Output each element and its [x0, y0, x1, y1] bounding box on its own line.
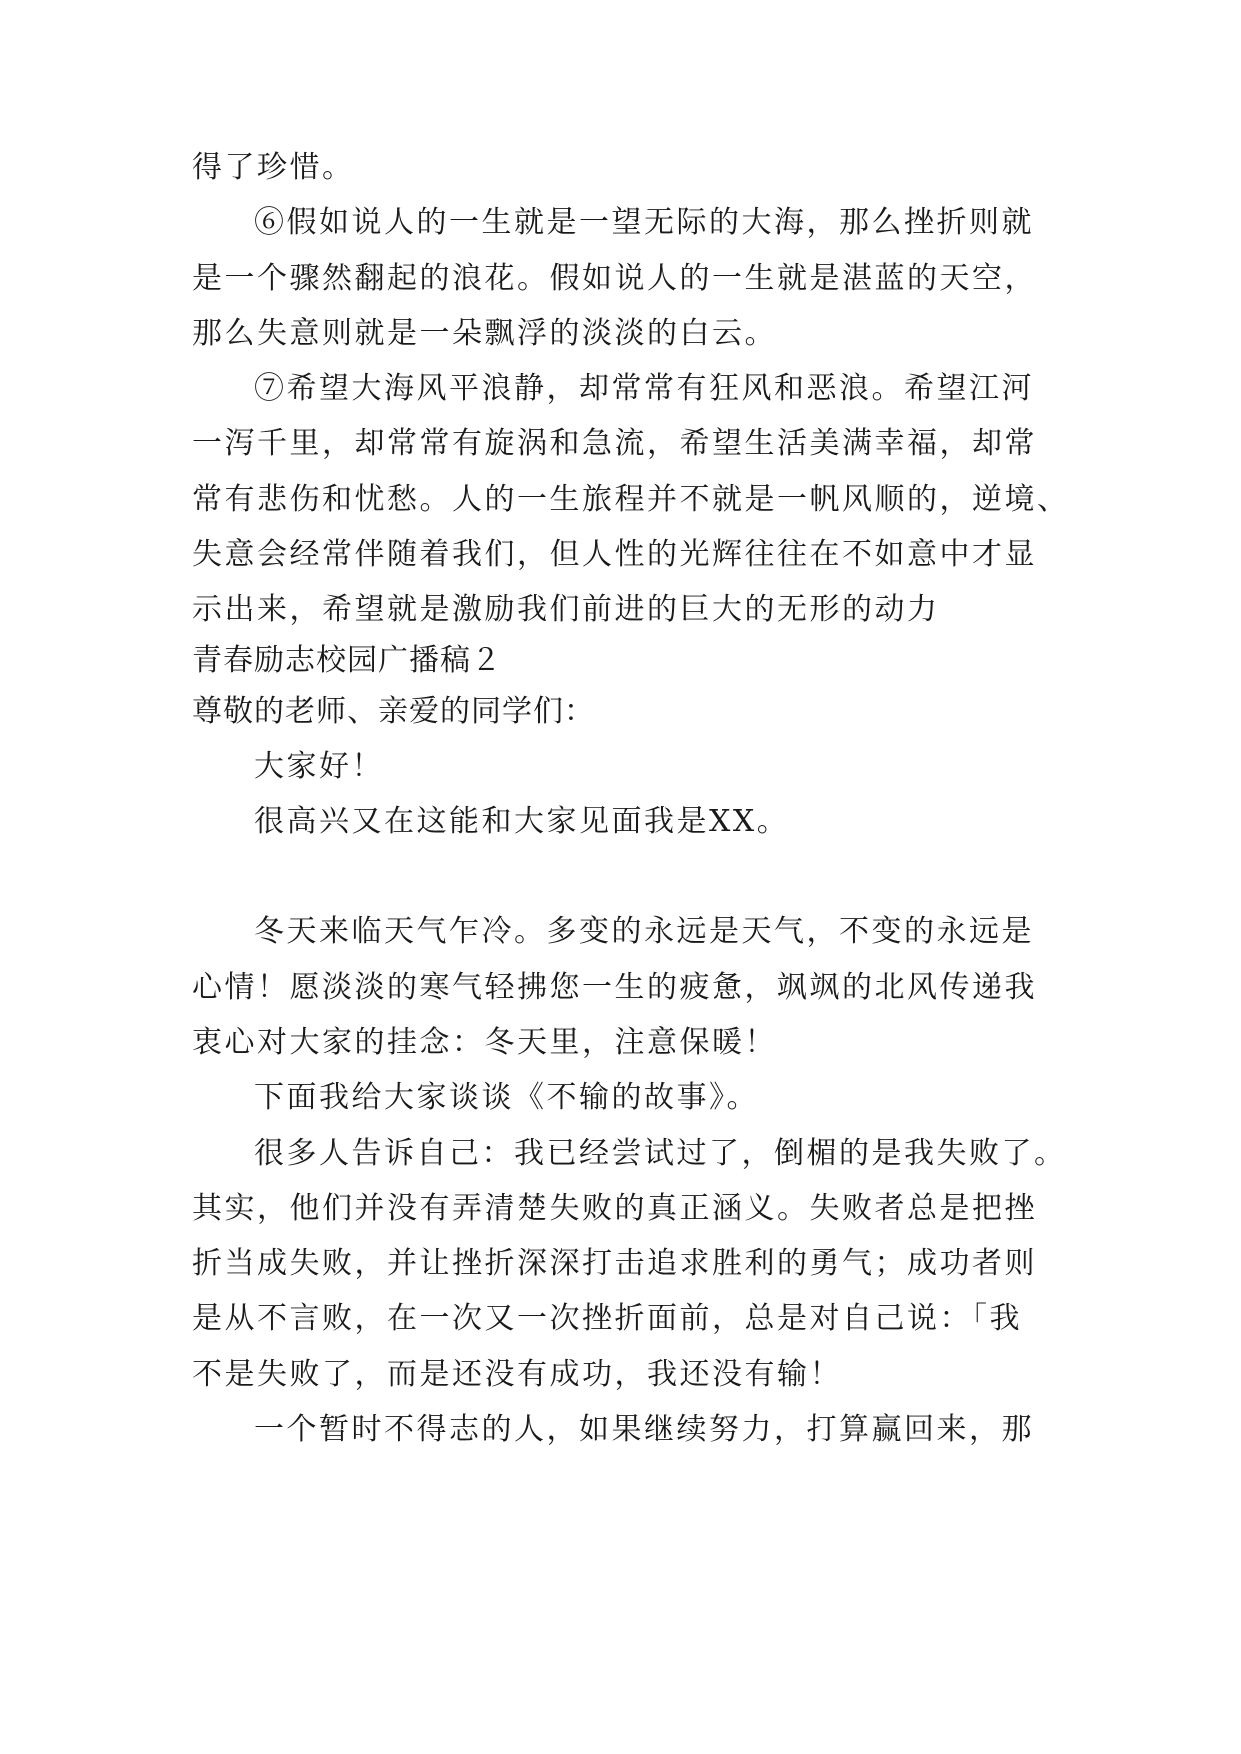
text-line: 衷心对大家的挂念：冬天里，注意保暖！: [192, 1025, 777, 1060]
text-line: 心情！愿淡淡的寒气轻拂您一生的疲惫，飒飒的北风传递我: [192, 970, 1037, 1005]
text-line: 很高兴又在这能和大家见面我是XX。: [254, 804, 790, 839]
text-line: 示出来，希望就是激励我们前进的巨大的无形的动力: [192, 592, 940, 627]
text-line: 不是失败了，而是还没有成功，我还没有输！: [192, 1357, 842, 1392]
text-line: 一泻千里，却常常有旋涡和急流，希望生活美满幸福，却常: [192, 426, 1037, 461]
text-line: 其实，他们并没有弄清楚失败的真正涵义。失败者总是把挫: [192, 1191, 1037, 1226]
text-line: 一个暂时不得志的人，如果继续努力，打算赢回来，那: [254, 1412, 1034, 1447]
text-line: 常有悲伤和忧愁。人的一生旅程并不就是一帆风顺的，逆境、: [192, 482, 1070, 517]
text-line: ⑦希望大海风平浪静，却常常有狂风和恶浪。希望江河: [254, 371, 1034, 406]
text-line: 很多人告诉自己：我已经尝试过了，倒楣的是我失败了。: [254, 1136, 1067, 1171]
text-line: ⑥假如说人的一生就是一望无际的大海，那么挫折则就: [254, 205, 1034, 240]
text-line: 冬天来临天气乍冷。多变的永远是天气，不变的永远是: [254, 914, 1034, 949]
text-line: 那么失意则就是一朵飘浮的淡淡的白云。: [192, 316, 777, 351]
salutation: 尊敬的老师、亲爱的同学们：: [192, 694, 595, 729]
text-line: 得了珍惜。: [192, 150, 355, 185]
text-line: 大家好！: [254, 749, 384, 784]
text-line: 是从不言败，在一次又一次挫折面前，总是对自己说：「我: [192, 1301, 1022, 1336]
text-line: 是一个骤然翻起的浪花。假如说人的一生就是湛蓝的天空，: [192, 261, 1037, 296]
section-heading: 青春励志校园广播稿２: [192, 643, 502, 678]
text-line: 折当成失败，并让挫折深深打击追求胜利的勇气；成功者则: [192, 1246, 1037, 1281]
text-line: 下面我给大家谈谈《不输的故事》。: [254, 1080, 759, 1115]
text-line: 失意会经常伴随着我们，但人性的光辉往往在不如意中才显: [192, 537, 1037, 572]
